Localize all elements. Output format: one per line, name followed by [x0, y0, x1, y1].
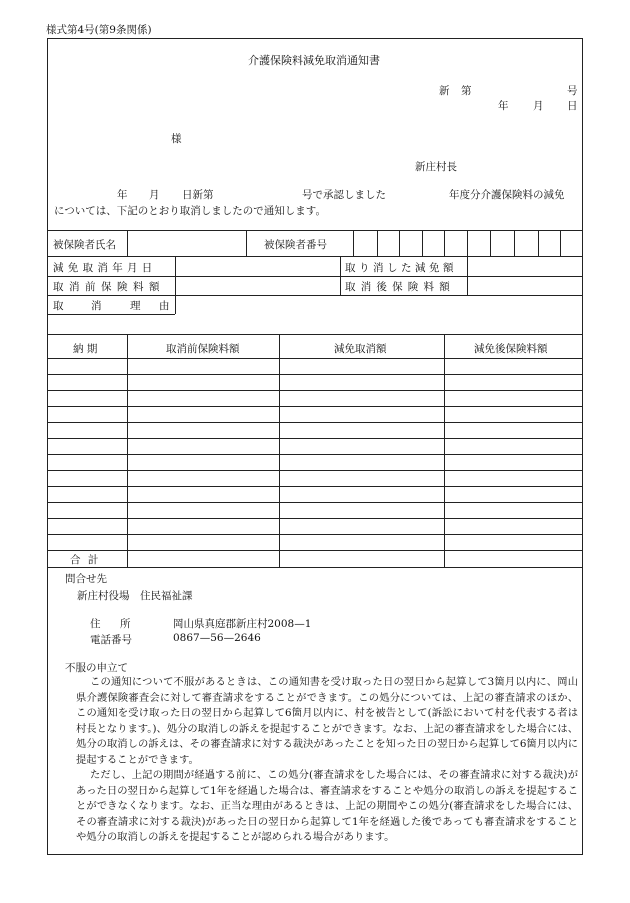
address-label-char: 所: [120, 618, 131, 630]
form-label: 様式第4号(第9条関係): [46, 24, 152, 36]
intro-month: 月: [149, 189, 160, 201]
intro-approved: 号で承認しました: [302, 189, 386, 201]
doc-number-prefix: 新: [439, 85, 450, 97]
appeal-paragraph-1: この通知について不服があるときは、この通知書を受け取った日の翌日から起算して3箇月以内に、岡山県介護保険審査会に対して審査請求をすることができます。この処分については、上記の審査請求のほか、この通知を受け取った日の翌日から起算して6箇月以内に、村を被告として(訴訟において村を代表する者は村長となります。)、処分の取消しの訴えを提起することができます。なお、上記の審査請求をした場合には、処分の取消しの訴えは、その審査請求に対する裁決があったことを知った日の翌日から起算して6箇月以内に提起することができます。: [76, 676, 578, 766]
contact-phone: 0867—56—2646: [173, 632, 261, 644]
contact-office: 新庄村役場 住民福祉課: [77, 590, 193, 602]
intro-day-prefix: 日新第: [182, 189, 214, 201]
intro-year: 年: [117, 189, 128, 201]
address-label-char: 住: [90, 618, 101, 630]
table-header: 減免後保険料額: [474, 343, 548, 355]
page-title: 介護保険料減免取消通知書: [248, 54, 380, 67]
reason-char: 取: [53, 300, 64, 312]
cancelled-amount-label: 取り消した減免額: [345, 262, 457, 274]
reason-char: 消: [91, 300, 102, 312]
insured-number-label: 被保険者番号: [264, 239, 327, 251]
contact-address: 岡山県真庭郡新庄村2008—1: [173, 618, 312, 630]
insured-name-label: 被保険者氏名: [53, 239, 116, 251]
appeal-paragraph-2: ただし、上記の期間が経過する前に、この処分(審査請求をした場合には、その審査請求に対する裁決)があった日の翌日から起算して1年を経過した場合は、審査請求をすることや処分の取消しの訴えを提起することができなくなります。なお、正当な理由があるときは、上記の期間やこの処分(審査請求をした場合には、その審査請求に対する裁決)があった日の翌日から起算して1年を経過した後であっても審査請求をすることや処分の取消しの訴えを提起することが認められる場合があります。: [76, 769, 578, 844]
after-premium-label: 取消後保険料額: [345, 281, 455, 293]
doc-number-mid: 第: [461, 85, 472, 97]
cancel-date-label: 減免取消年月日: [53, 262, 157, 274]
table-header: 納 期: [73, 343, 98, 355]
date-month: 月: [533, 100, 544, 112]
contact-heading: 問合せ先: [65, 573, 107, 585]
appeal-heading: 不服の申立て: [65, 662, 128, 674]
table-header: 取消前保険料額: [166, 343, 240, 355]
issuer: 新庄村長: [415, 161, 457, 173]
reason-char: 由: [159, 300, 170, 312]
date-year: 年: [498, 100, 509, 112]
addressee-suffix: 様: [171, 133, 182, 145]
table-header: 減免取消額: [334, 343, 387, 355]
reason-char: 理: [130, 300, 141, 312]
doc-number-suffix: 号: [567, 85, 578, 97]
intro-fiscal: 年度分介護保険料の減免: [449, 189, 565, 201]
intro-line2: については、下記のとおり取消しましたので通知します。: [54, 205, 326, 217]
date-day: 日: [567, 100, 578, 112]
before-premium-label: 取消前保険料額: [53, 281, 165, 293]
contact-phone-label: 電話番号: [90, 634, 132, 646]
total-label: 合 計: [70, 554, 101, 566]
